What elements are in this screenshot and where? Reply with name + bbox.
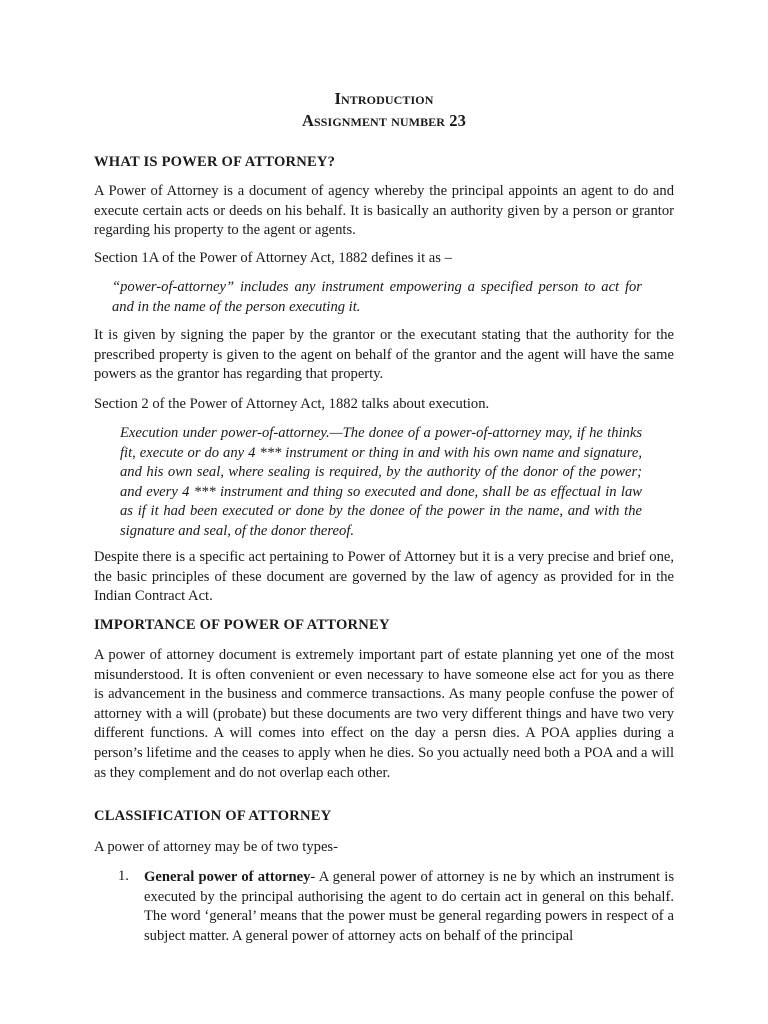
list-item-lead: General power of attorney [144, 869, 311, 885]
document-title: Introduction [334, 89, 434, 108]
quote-section-2: Execution under power-of-attorney.—The donee of a power-of-attorney may, if he thinks fit, execute or do any 4 *** instrument or thing in and with his own name and signature, and his own seal, where sealing is required, by the authority of the donor of the power; and every 4 *** instrument and thing so executed and done, shall be as effectual in law as if it had been executed or done by the donee of the power in the name, and with the signature and seal, of the donor thereof. [120, 425, 642, 539]
list-item-text: - A general power of attorney is ne by which an instrument is executed by the principal authorising the agent to do certain act in general on this behalf. The word ‘general’ means that the power must be general regarding powers in respect of a subject matter. A general power of attorney acts on behalf of the principal [144, 869, 674, 944]
list-item-number: 1. [118, 868, 129, 884]
list-item-body [144, 868, 674, 946]
paragraph-section-2: Section 2 of the Power of Attorney Act, 1882 talks about execution. [94, 396, 490, 412]
heading-what-is-poa: WHAT IS POWER OF ATTORNEY? [94, 154, 336, 170]
paragraph-grantor: It is given by signing the paper by the grantor or the executant stating that the authority for the prescribed property is given to the agent on behalf of the grantor and the agent will have the same powers as the grantor has regarding that property. [94, 327, 674, 383]
paragraph-contract-act: Despite there is a specific act pertaining to Power of Attorney but it is a very precise and brief one, the basic principles of these document are governed by the law of agency as provided for in the Indian Contract Act. [94, 549, 674, 605]
document-subtitle: Assignment number 23 [301, 111, 466, 130]
heading-importance: IMPORTANCE OF POWER OF ATTORNEY [94, 617, 390, 633]
heading-classification: CLASSIFICATION OF ATTORNEY [94, 808, 332, 824]
paragraph-importance: A power of attorney document is extremely important part of estate planning yet one of the most misunderstood. It is often convenient or even necessary to have someone else act for you as there is advancement in the business and commerce transactions. As many people confuse the power of attorney with a will (probate) but these documents are two very different things and have two very different functions. A will comes into effect on the day a persn dies. A POA applies during a person’s lifetime and the ceases to apply when he dies. So you actually need both a POA and a will as they complement and do not overlap each other. [94, 647, 674, 781]
paragraph-section-1a: Section 1A of the Power of Attorney Act, 1882 defines it as – [94, 250, 452, 266]
paragraph-definition: A Power of Attorney is a document of agency whereby the principal appoints an agent to do and execute certain acts or deeds on his behalf. It is basically an authority given by a person or grantor regarding his property to the agent or agents. [94, 183, 674, 239]
paragraph-classification: A power of attorney may be of two types- [94, 839, 338, 855]
quote-section-1a: “power-of-attorney” includes any instrument empowering a specified person to act for and in the name of the person executing it. [112, 279, 642, 315]
